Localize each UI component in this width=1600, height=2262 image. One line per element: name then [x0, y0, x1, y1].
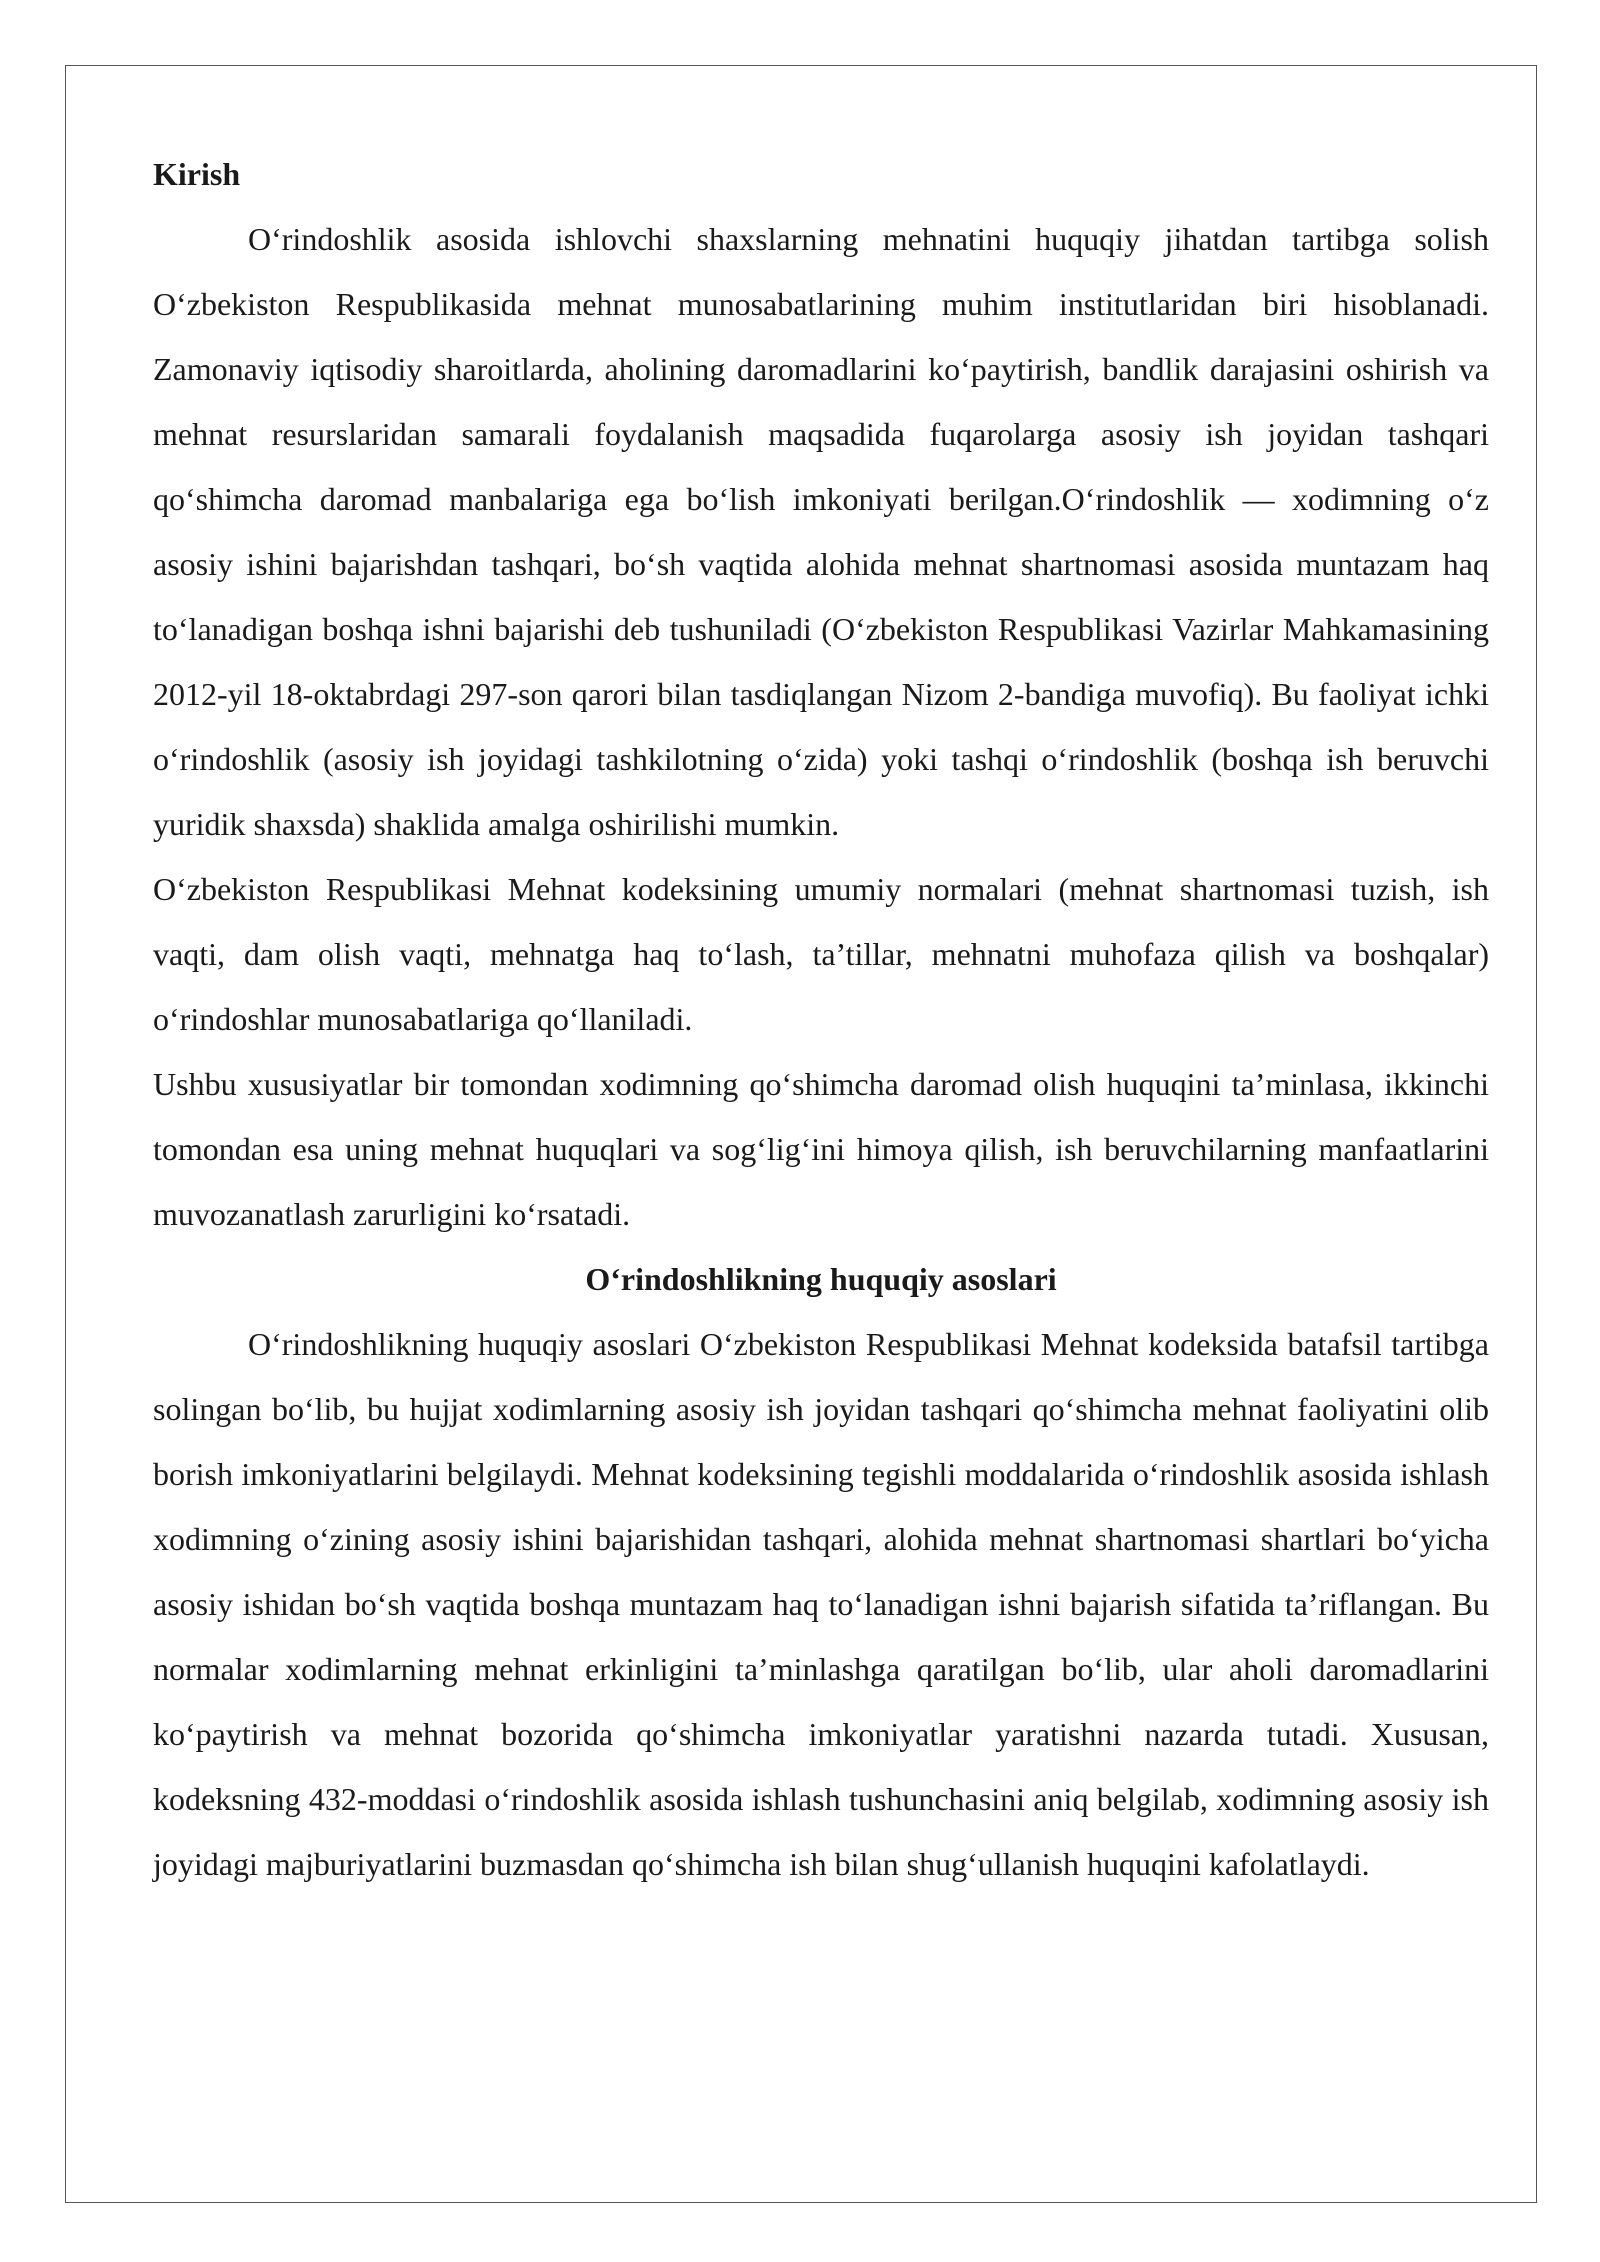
document-body [153, 142, 1489, 1897]
intro-paragraph-1: O‘rindoshlik asosida ishlovchi shaxslarning mehnatini huquqiy jihatdan tartibga solish O‘zbekiston Respublikasida mehnat munosabatlarining muhim institutlaridan biri hisoblanadi. Zamonaviy iqtisodiy sharoitlarda, aholining daromadlarini ko‘paytirish, bandlik darajasini oshirish va mehnat resurslaridan samarali foydalanish maqsadida fuqarolarga asosiy ish joyidan tashqari qo‘shimcha daromad manbalariga ega bo‘lish imkoniyati berilgan.O‘rindoshlik — xodimning o‘z asosiy ishini bajarishdan tashqari, bo‘sh vaqtida alohida mehnat shartnomasi asosida muntazam haq to‘lanadigan boshqa ishni bajarishi deb tushuniladi (O‘zbekiston Respublikasi Vazirlar Mahkamasining 2012-yil 18-oktabrdagi 297-son qarori bilan tasdiqlangan Nizom 2-bandiga muvofiq). Bu faoliyat ichki o‘rindoshlik (asosiy ish joyidagi tashkilotning o‘zida) yoki tashqi o‘rindoshlik (boshqa ish beruvchi yuridik shaxsda) shaklida amalga oshirilishi mumkin. [153, 221, 1489, 842]
intro-paragraph-2: O‘zbekiston Respublikasi Mehnat kodeksining umumiy normalari (mehnat shartnomasi tuzish, ish vaqti, dam olish vaqti, mehnatga haq to‘lash, ta’tillar, mehnatni muhofaza qilish va boshqalar) o‘rindoshlar munosabatlariga qo‘llaniladi. [153, 871, 1489, 1037]
section-paragraph-1: O‘rindoshlikning huquqiy asoslari O‘zbekiston Respublikasi Mehnat kodeksida batafsil tartibga solingan bo‘lib, bu hujjat xodimlarning asosiy ish joyidan tashqari qo‘shimcha mehnat faoliyatini olib borish imkoniyatlarini belgilaydi. Mehnat kodeksining tegishli moddalarida o‘rindoshlik asosida ishlash xodimning o‘zining asosiy ishini bajarishidan tashqari, alohida mehnat shartnomasi shartlari bo‘yicha asosiy ishidan bo‘sh vaqtida boshqa muntazam haq to‘lanadigan ishni bajarish sifatida ta’riflangan. Bu normalar xodimlarning mehnat erkinligini ta’minlashga qaratilgan bo‘lib, ular aholi daromadlarini ko‘paytirish va mehnat bozorida qo‘shimcha imkoniyatlar yaratishni nazarda tutadi. Xususan, kodeksning 432-moddasi o‘rindoshlik asosida ishlash tushunchasini aniq belgilab, xodimning asosiy ish joyidagi majburiyatlarini buzmasdan qo‘shimcha ish bilan shug‘ullanish huquqini kafolatlaydi. [153, 1326, 1489, 1882]
intro-heading: Kirish [153, 156, 241, 192]
section-heading: O‘rindoshlikning huquqiy asoslari [585, 1261, 1057, 1297]
intro-paragraph-3: Ushbu xususiyatlar bir tomondan xodimning qo‘shimcha daromad olish huquqini ta’minlasa, ikkinchi tomondan esa uning mehnat huquqlari va sog‘lig‘ini himoya qilish, ish beruvchilarning manfaatlarini muvozanatlash zarurligini ko‘rsatadi. [153, 1066, 1489, 1232]
